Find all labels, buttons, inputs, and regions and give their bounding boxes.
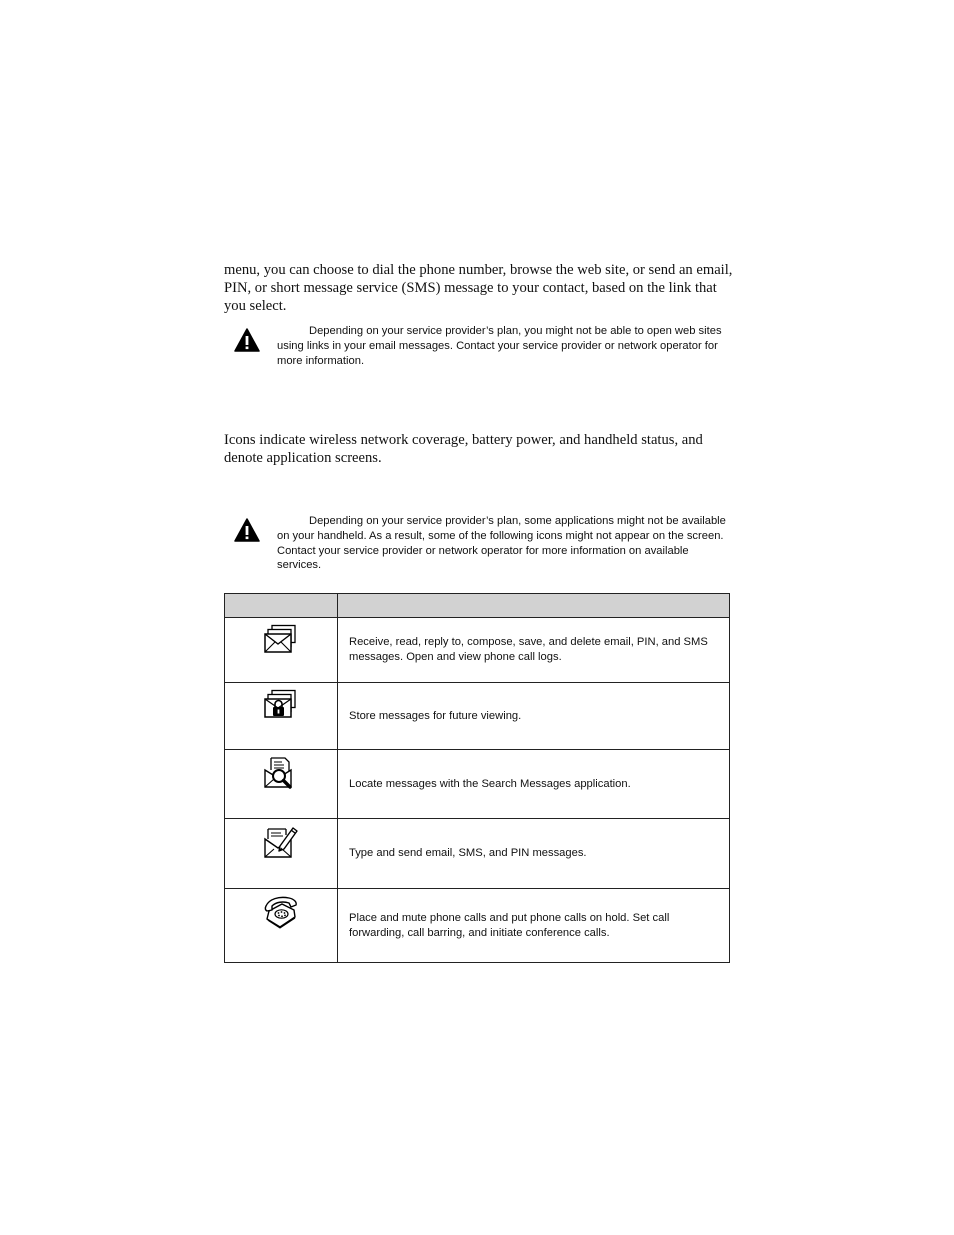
phone-icon <box>263 895 299 929</box>
table-cell-icon <box>225 819 338 889</box>
table-cell-description: Receive, read, reply to, compose, save, and delete email, PIN, and SMS messages. Open and view phone call logs. <box>338 618 730 683</box>
table-cell-icon <box>225 750 338 819</box>
application-icons-table <box>224 593 730 963</box>
table-row <box>225 683 730 750</box>
compose-icon <box>264 825 298 859</box>
intro-paragraph: menu, you can choose to dial the phone number, browse the web site, or send an email, PIN, or short message service (SMS) message to your contact, based on the link that you select. <box>224 262 733 314</box>
warning-note-text: Depending on your service provider’s plan, some applications might not be available on your handheld. As a result, some of the following icons might not appear on the screen. Contact your service provider or network operator for more information on available services. <box>277 515 726 572</box>
table-row <box>225 618 730 683</box>
table-cell-description: Type and send email, SMS, and PIN messages. <box>338 819 730 889</box>
saved-messages-icon <box>264 689 298 721</box>
table-header-cell-description <box>338 594 730 618</box>
warning-note-text: Depending on your service provider’s plan, you might not be able to open web sites using links in your email messages. Contact your service provider or network operator for more information. <box>277 325 722 367</box>
icons-paragraph: Icons indicate wireless network coverage, battery power, and handheld status, and denote application screens. <box>224 432 703 466</box>
table-cell-icon <box>225 618 338 683</box>
table-header-cell-icon <box>225 594 338 618</box>
search-messages-icon <box>264 756 298 790</box>
table-cell-description: Place and mute phone calls and put phone calls on hold. Set call forwarding, call barring, and initiate conference calls. <box>338 889 730 963</box>
table-header-row <box>225 594 730 618</box>
warning-icon <box>234 518 260 542</box>
warning-note-applications <box>232 514 732 573</box>
table-cell-icon <box>225 889 338 963</box>
table-cell-description: Store messages for future viewing. <box>338 683 730 750</box>
table-cell-icon <box>225 683 338 750</box>
table-row <box>225 889 730 963</box>
warning-note-links <box>232 324 732 368</box>
messages-icon <box>264 624 298 654</box>
table-row <box>225 750 730 819</box>
table-cell-description: Locate messages with the Search Messages application. <box>338 750 730 819</box>
table-row <box>225 819 730 889</box>
warning-icon <box>234 328 260 352</box>
